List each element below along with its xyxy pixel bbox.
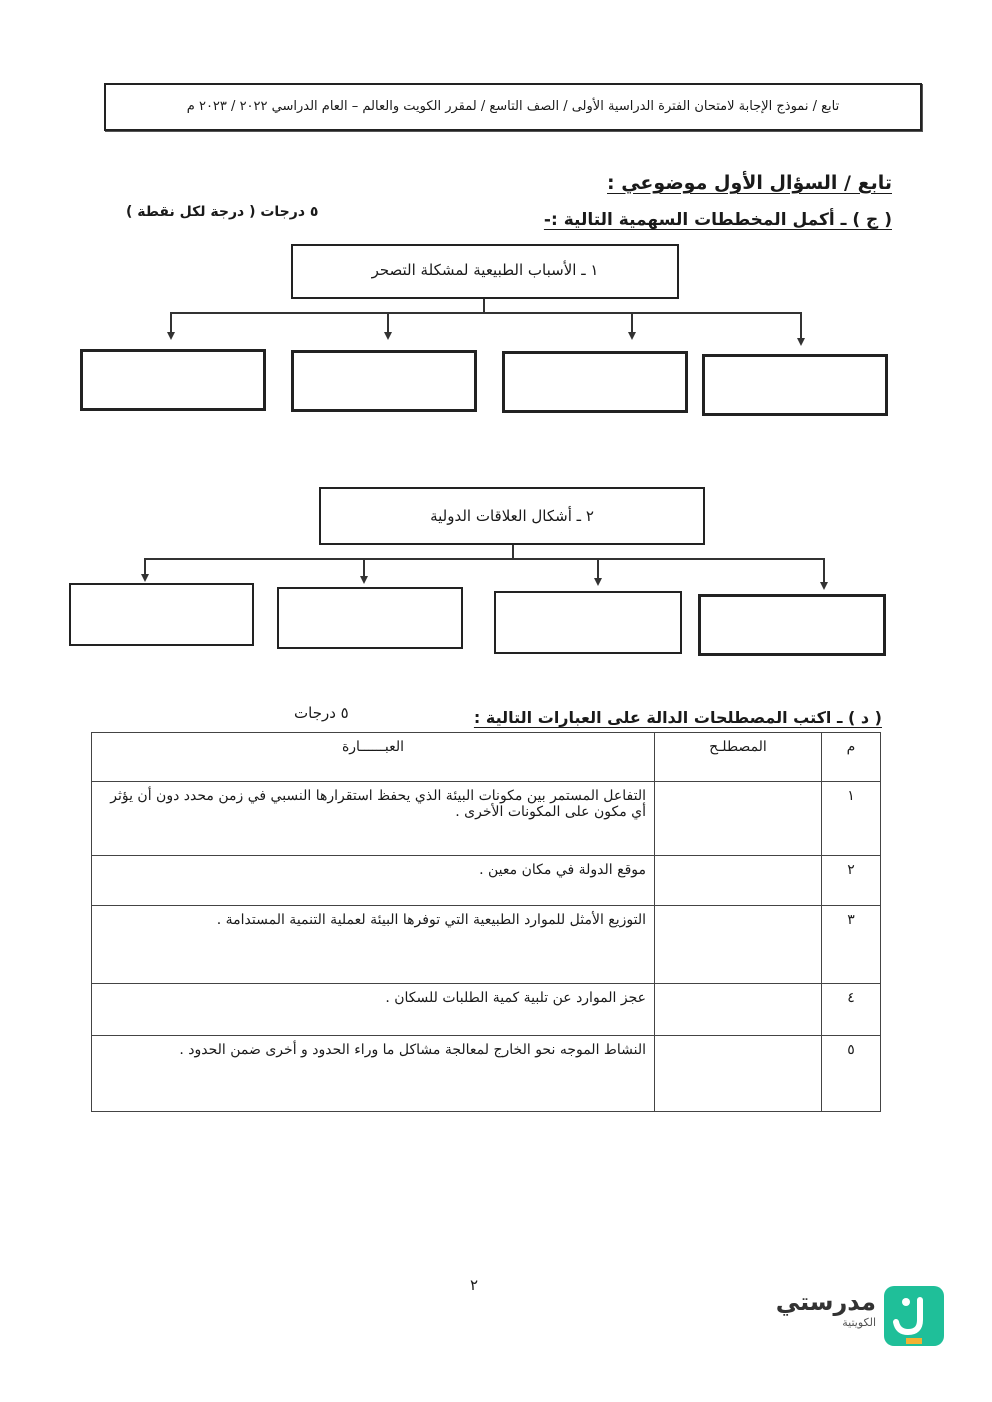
part-d-marks: ٥ درجات: [294, 704, 349, 722]
diagram1-arrow-3-stem: [631, 312, 633, 334]
page-number: ٢: [470, 1276, 479, 1294]
header-statement: العبــــــارة: [92, 733, 655, 782]
terms-table: [91, 732, 881, 1112]
row-statement: عجز الموارد عن تلبية كمية الطلبات للسكان .: [92, 984, 655, 1036]
row-num: ٣: [822, 906, 881, 984]
diagram1-arrow-2-stem: [387, 312, 389, 334]
diagram1-arrow-3-icon: [628, 332, 636, 340]
diagram2-arrow-4-stem: [823, 558, 825, 584]
diagram1-branch-line: [170, 312, 802, 314]
diagram2-root-box: [319, 487, 705, 545]
term-answer-cell[interactable]: [655, 1036, 822, 1112]
diagram1-arrow-4-stem: [800, 312, 802, 340]
diagram2-arrow-2-stem: [363, 558, 365, 578]
diagram2-arrow-3-icon: [594, 578, 602, 586]
logo-wordmark: [775, 1288, 876, 1329]
row-num: ٥: [822, 1036, 881, 1112]
part-d-label: ( د ) ـ اكتب المصطلحات الدالة على العبارات التالية :: [473, 708, 882, 727]
table-row: [92, 856, 881, 906]
madrasati-logo-icon: [884, 1286, 944, 1346]
diagram1-arrow-1-stem: [170, 312, 172, 334]
term-answer-cell[interactable]: [655, 984, 822, 1036]
diagram1-answer-box-1[interactable]: [702, 354, 888, 416]
row-statement: التفاعل المستمر بين مكونات البيئة الذي يحفظ استقرارها النسبي في زمن محدد دون أن يؤثر أي مكون على المكونات الأخرى .: [92, 782, 655, 856]
diagram2-branch-line: [144, 558, 825, 560]
diagram1-answer-box-2[interactable]: [502, 351, 688, 413]
diagram2-arrow-2-icon: [360, 576, 368, 584]
table-row: [92, 782, 881, 856]
row-statement: التوزيع الأمثل للموارد الطبيعية التي توفرها البيئة لعملية التنمية المستدامة .: [92, 906, 655, 984]
header-num: م: [822, 733, 881, 782]
row-num: ٢: [822, 856, 881, 906]
table-row: [92, 1036, 881, 1112]
part-c-marks: ٥ درجات ( درجة لكل نقطة ): [126, 204, 319, 220]
header-term: المصطلـح: [655, 733, 822, 782]
diagram1-answer-box-3[interactable]: [291, 350, 477, 412]
diagram1-arrow-2-icon: [384, 332, 392, 340]
diagram1-root-box: [291, 244, 679, 299]
diagram1-title: ١ ـ الأسباب الطبيعية لمشكلة التصحر: [371, 261, 599, 279]
header-banner: تابع / نموذج الإجابة لامتحان الفترة الدراسية الأولى / الصف التاسع / لمقرر الكويت والعالم – العام الدراسي ٢٠٢٢ / ٢٠٢٣ م: [104, 83, 922, 131]
row-statement: النشاط الموجه نحو الخارج لمعالجة مشاكل ما وراء الحدود و أخرى ضمن الحدود .: [92, 1036, 655, 1112]
term-answer-cell[interactable]: [655, 856, 822, 906]
row-num: ٤: [822, 984, 881, 1036]
diagram1-arrow-4-icon: [797, 338, 805, 346]
diagram2-arrow-1-icon: [141, 574, 149, 582]
section-title: تابع / السؤال الأول موضوعي :: [607, 172, 892, 194]
diagram2-answer-box-4[interactable]: [69, 583, 254, 646]
row-num: ١: [822, 782, 881, 856]
diagram2-answer-box-2[interactable]: [494, 591, 682, 654]
term-answer-cell[interactable]: [655, 782, 822, 856]
logo-smile-icon: [884, 1286, 944, 1346]
part-c-label: ( ج ) ـ أكمل المخططات السهمية التالية :-: [543, 210, 892, 230]
table-row: [92, 984, 881, 1036]
logo-sub-text: الكويتية: [842, 1316, 876, 1329]
diagram2-arrow-3-stem: [597, 558, 599, 580]
row-statement: موقع الدولة في مكان معين .: [92, 856, 655, 906]
diagram2-stem: [512, 545, 514, 559]
table-header-row: [92, 733, 881, 782]
logo-main-text: مدرستي: [775, 1288, 876, 1316]
table-row: [92, 906, 881, 984]
diagram1-arrow-1-icon: [167, 332, 175, 340]
diagram2-answer-box-3[interactable]: [277, 587, 463, 649]
term-answer-cell[interactable]: [655, 906, 822, 984]
diagram1-stem: [483, 299, 485, 313]
diagram1-answer-box-4[interactable]: [80, 349, 266, 411]
diagram2-answer-box-1[interactable]: [698, 594, 886, 656]
diagram2-title: ٢ ـ أشكال العلاقات الدولية: [430, 507, 594, 525]
diagram2-arrow-4-icon: [820, 582, 828, 590]
